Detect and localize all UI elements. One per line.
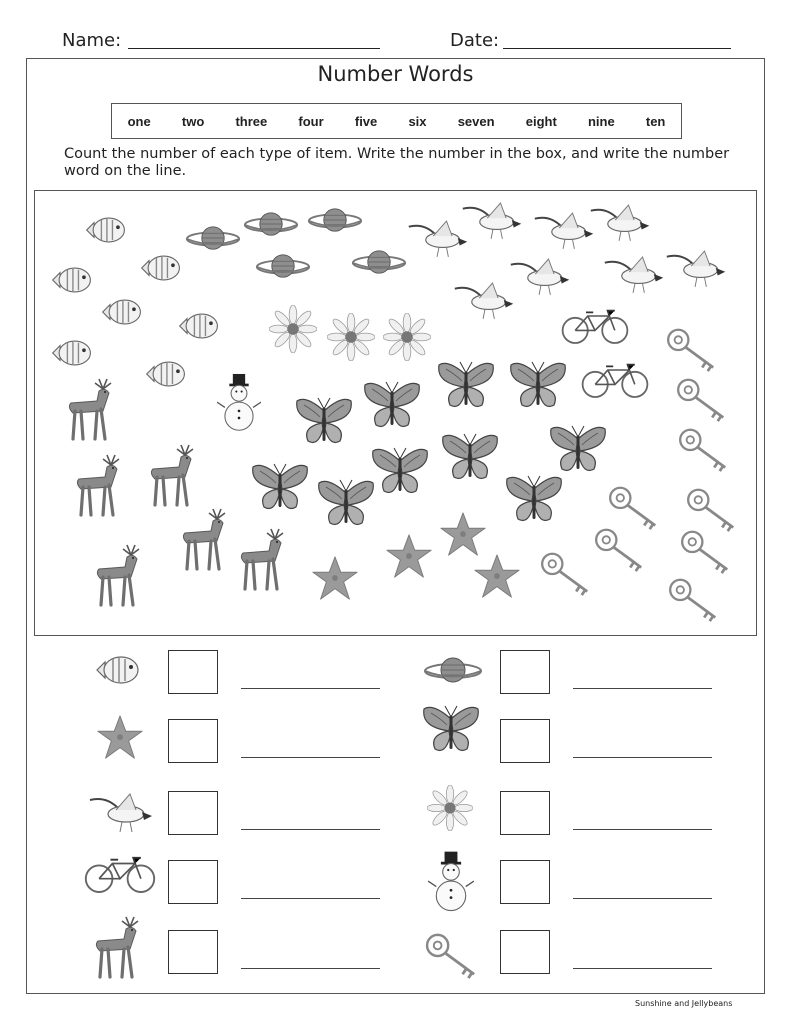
butterfly-image — [297, 398, 352, 443]
bicycle-icon — [82, 852, 158, 894]
butterfly-icon — [420, 703, 482, 757]
butterfly-image — [443, 434, 498, 479]
bird-image — [667, 251, 725, 287]
count-box[interactable] — [168, 791, 218, 835]
flower-image — [327, 313, 375, 361]
starfish-image — [441, 513, 485, 555]
key-image — [670, 580, 715, 621]
number-word-line[interactable] — [573, 757, 712, 758]
fish-image — [103, 300, 141, 324]
name-field[interactable] — [128, 48, 380, 49]
word-bank-item: four — [298, 113, 324, 129]
key-image — [668, 330, 713, 371]
bird-image — [463, 203, 521, 239]
number-word-line[interactable] — [573, 829, 712, 830]
count-box[interactable] — [168, 930, 218, 974]
butterfly-image — [253, 464, 308, 509]
starfish-icon — [96, 714, 144, 762]
bicycle-image — [583, 365, 648, 397]
bird-icon — [86, 790, 156, 834]
count-box[interactable] — [168, 650, 218, 694]
deer-image — [77, 455, 119, 515]
word-bank-item: eight — [525, 113, 557, 129]
fish-image — [53, 341, 91, 365]
bird-image — [511, 259, 569, 295]
planet-image — [245, 213, 297, 235]
deer-image — [69, 379, 111, 439]
key-image — [610, 488, 655, 529]
key-image — [678, 380, 723, 421]
key-image — [542, 554, 587, 595]
planet-image — [257, 255, 309, 277]
word-bank-item: one — [127, 113, 151, 129]
number-word-line[interactable] — [573, 968, 712, 969]
count-box[interactable] — [168, 719, 218, 763]
butterfly-image — [319, 480, 374, 525]
number-word-line[interactable] — [241, 757, 380, 758]
deer-image — [183, 509, 225, 569]
key-icon — [424, 932, 482, 980]
word-bank-item: three — [235, 113, 268, 129]
flower-image — [269, 305, 317, 353]
butterfly-image — [551, 426, 606, 471]
instructions: Count the number of each type of item. Write the number in the box, and write the number word on the line. — [64, 146, 730, 179]
count-box[interactable] — [500, 719, 550, 763]
deer-image — [151, 445, 193, 505]
number-word-line[interactable] — [241, 829, 380, 830]
starfish-image — [313, 557, 357, 599]
butterfly-image — [365, 382, 420, 427]
snowman-icon — [428, 846, 474, 918]
key-image — [688, 490, 733, 531]
flower-image — [383, 313, 431, 361]
word-bank-item: two — [181, 113, 205, 129]
starfish-image — [475, 555, 519, 597]
deer-image — [241, 529, 283, 589]
flower-icon — [427, 785, 473, 831]
date-field[interactable] — [503, 48, 731, 49]
count-box[interactable] — [500, 791, 550, 835]
deer-icon — [88, 914, 148, 980]
butterfly-image — [373, 448, 428, 493]
butterfly-image — [507, 476, 562, 521]
planet-icon — [423, 650, 483, 690]
word-bank-item: seven — [457, 113, 495, 129]
date-label: Date: — [450, 30, 500, 51]
key-image — [596, 530, 641, 571]
key-image — [680, 430, 725, 471]
starfish-image — [387, 535, 431, 577]
word-bank — [111, 103, 682, 139]
bicycle-image — [563, 311, 628, 343]
fish-image — [87, 218, 125, 242]
fish-image — [53, 268, 91, 292]
number-word-line[interactable] — [241, 968, 380, 969]
picture-box — [34, 190, 757, 636]
word-bank-item: ten — [645, 113, 666, 129]
key-image — [682, 532, 727, 573]
worksheet-title: Number Words — [317, 62, 474, 86]
bird-image — [455, 283, 513, 319]
count-box[interactable] — [500, 650, 550, 694]
number-word-line[interactable] — [241, 898, 380, 899]
count-box[interactable] — [500, 860, 550, 904]
count-box[interactable] — [168, 860, 218, 904]
bird-image — [409, 221, 467, 257]
word-bank-item: nine — [587, 113, 615, 129]
fish-image — [142, 256, 180, 280]
deer-image — [97, 545, 139, 605]
fish-image — [180, 314, 218, 338]
snowman-image — [217, 374, 261, 430]
number-word-line[interactable] — [573, 898, 712, 899]
number-word-line[interactable] — [241, 688, 380, 689]
fish-icon — [90, 652, 146, 688]
planet-image — [353, 251, 405, 273]
name-label: Name: — [62, 30, 122, 51]
footer-credit: Sunshine and Jellybeans — [635, 999, 733, 1008]
butterfly-image — [511, 362, 566, 407]
bird-image — [591, 205, 649, 241]
fish-image — [147, 362, 185, 386]
word-bank-item: six — [408, 113, 427, 129]
number-word-line[interactable] — [573, 688, 712, 689]
count-box[interactable] — [500, 930, 550, 974]
butterfly-image — [439, 362, 494, 407]
word-bank-item: five — [354, 113, 378, 129]
bird-image — [605, 257, 663, 293]
planet-image — [187, 227, 239, 249]
bird-image — [535, 213, 593, 249]
planet-image — [309, 209, 361, 231]
